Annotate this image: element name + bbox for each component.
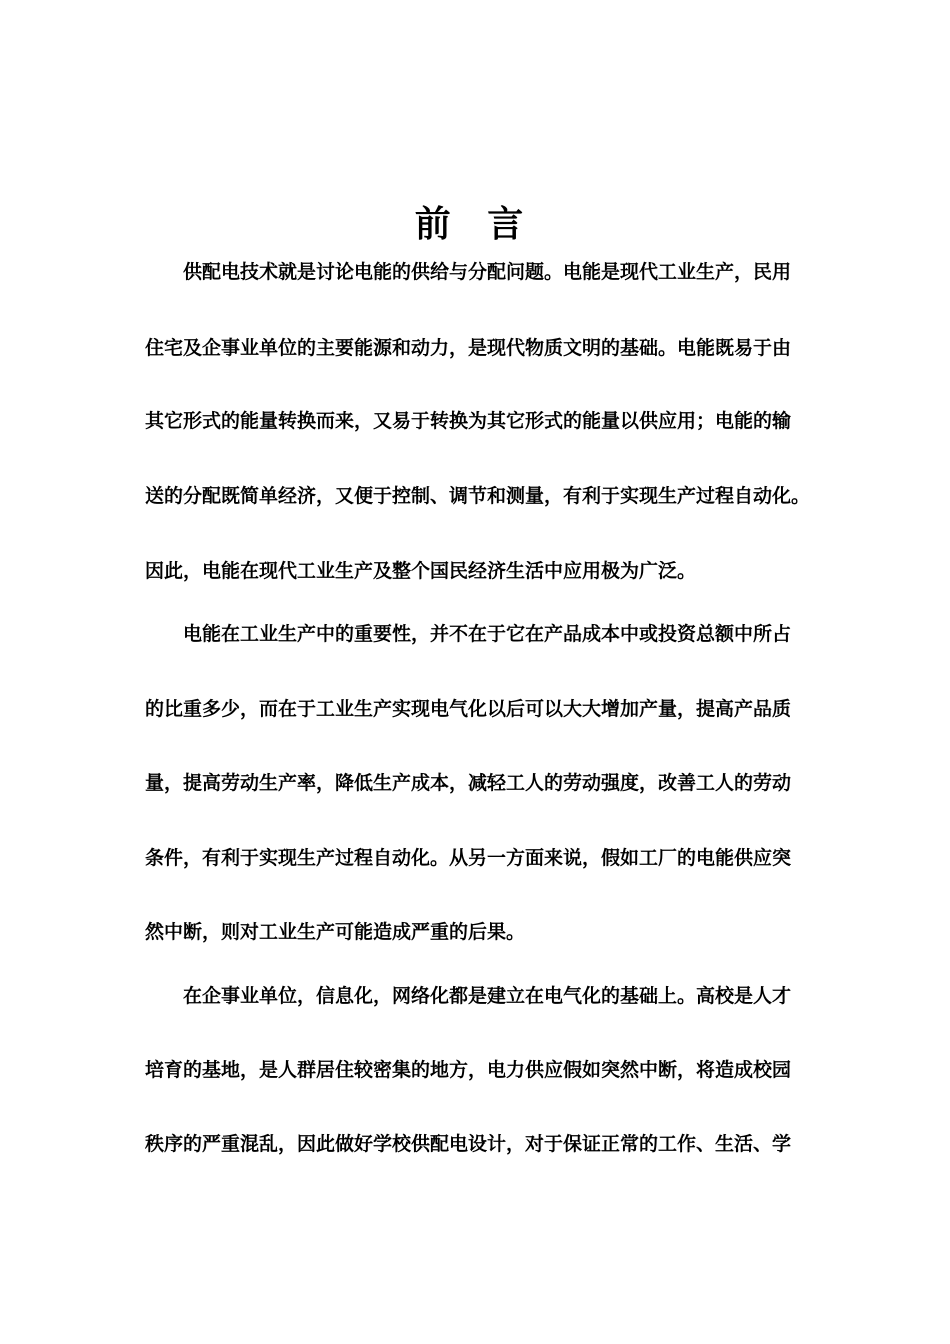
text-line: 秩序的严重混乱，因此做好学校供配电设计，对于保证正常的工作、生活、学 [145,1133,792,1155]
text-line: 其它形式的能量转换而来，又易于转换为其它形式的能量以供应用；电能的输 [145,410,792,432]
text-line: 因此，电能在现代工业生产及整个国民经济生活中应用极为广泛。 [145,560,697,582]
page-title: 前 言 [414,203,536,245]
text-line: 电能在工业生产中的重要性，并不在于它在产品成本中或投资总额中所占 [145,623,792,645]
text-line: 条件，有利于实现生产过程自动化。从另一方面来说，假如工厂的电能供应突 [145,847,792,869]
text-line: 量，提高劳动生产率，降低生产成本，减轻工人的劳动强度，改善工人的劳动 [145,772,792,794]
text-line: 在企事业单位，信息化，网络化都是建立在电气化的基础上。高校是人才 [145,985,792,1007]
text-line: 然中断，则对工业生产可能造成严重的后果。 [145,921,526,943]
text-line: 送的分配既简单经济，又便于控制、调节和测量，有利于实现生产过程自动化。 [145,485,811,507]
text-line: 住宅及企事业单位的主要能源和动力，是现代物质文明的基础。电能既易于由 [145,337,792,359]
text-line: 的比重多少，而在于工业生产实现电气化以后可以大大增加产量，提高产品质 [145,698,792,720]
text-line: 供配电技术就是讨论电能的供给与分配问题。电能是现代工业生产，民用 [145,261,792,283]
text-line: 培育的基地，是人群居住较密集的地方，电力供应假如突然中断，将造成校园 [145,1059,792,1081]
